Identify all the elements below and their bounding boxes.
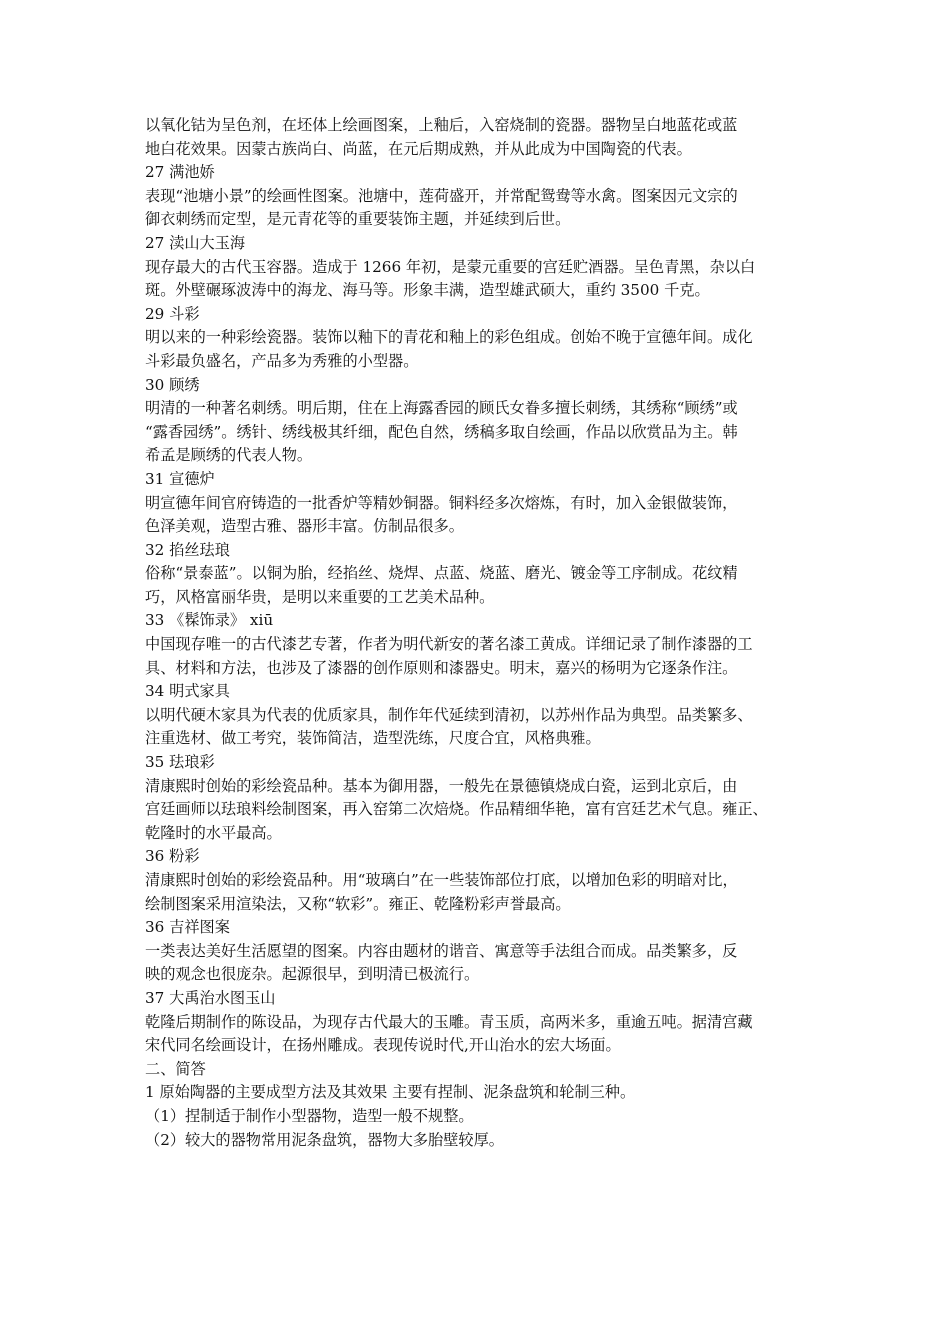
entry-heading: 34 明式家具	[145, 682, 230, 701]
text-line: 色泽美观，造型古雅、器形丰富。仿制品很多。	[145, 517, 464, 536]
text-line: 御衣刺绣而定型，是元青花等的重要装饰主题，并延续到后世。	[145, 210, 571, 229]
entry-heading: 37 大禹治水图玉山	[145, 988, 276, 1007]
text-line: 以明代硬木家具为代表的优质家具，制作年代延续到清初，以苏州作品为典型。品类繁多、	[145, 705, 753, 724]
answer-line: （2）较大的器物常用泥条盘筑，器物大多胎壁较厚。	[145, 1130, 504, 1149]
text-line: 中国现存唯一的古代漆艺专著，作者为明代新安的著名漆工黄成。详细记录了制作漆器的工	[145, 635, 753, 654]
question-line: 1 原始陶器的主要成型方法及其效果 主要有捏制、泥条盘筑和轮制三种。	[145, 1083, 636, 1102]
text-line: 清康熙时创始的彩绘瓷品种。基本为御用器，一般先在景德镇烧成白瓷，运到北京后，由	[145, 776, 738, 795]
text-line: 以氧化钴为呈色剂，在坯体上绘画图案，上釉后，入窑烧制的瓷器。器物呈白地蓝花或蓝	[145, 116, 738, 134]
document-page	[145, 114, 810, 1152]
text-line: 地白花效果。因蒙古族尚白、尚蓝，在元后期成熟，并从此成为中国陶瓷的代表。	[145, 139, 692, 158]
answer-line: （1）捏制适于制作小型器物，造型一般不规整。	[145, 1106, 474, 1125]
text-line: 现存最大的古代玉容器。造成于 1266 年初，是蒙元重要的宫廷贮酒器。呈色青黑，杂以白	[145, 257, 756, 276]
entry-heading: 27 满池娇	[145, 163, 215, 182]
section-heading: 二、简答	[145, 1059, 206, 1078]
text-line: 乾隆时的水平最高。	[145, 823, 282, 842]
text-line: 映的观念也很庞杂。起源很早，到明清已极流行。	[145, 965, 480, 984]
text-line: “露香园绣”。绣针、绣线极其纤细，配色自然，绣稿多取自绘画，作品以欣赏品为主。韩	[145, 422, 738, 441]
entry-heading: 27 渎山大玉海	[145, 233, 246, 252]
text-line: 宋代同名绘画设计，在扬州雕成。表现传说时代,开山治水的宏大场面。	[145, 1036, 621, 1055]
entry-heading: 35 珐琅彩	[145, 753, 215, 772]
text-line: 明以来的一种彩绘瓷器。装饰以釉下的青花和釉上的彩色组成。创始不晚于宣德年间。成化	[145, 328, 753, 347]
text-line: 表现“池塘小景”的绘画性图案。池塘中，莲荷盛开，并常配鸳鸯等水禽。图案因元文宗的	[145, 186, 738, 205]
text-line: 俗称“景泰蓝”。以铜为胎，经掐丝、烧焊、点蓝、烧蓝、磨光、镀金等工序制成。花纹精	[145, 564, 738, 583]
text-line: 一类表达美好生活愿望的图案。内容由题材的谐音、寓意等手法组合而成。品类繁多，反	[145, 941, 738, 960]
text-line: 希孟是顾绣的代表人物。	[145, 446, 313, 465]
entry-heading: 32 掐丝珐琅	[145, 540, 230, 559]
entry-heading: 36 粉彩	[145, 847, 200, 866]
entry-heading: 36 吉祥图案	[145, 918, 230, 937]
entry-heading: 33 《髹饰录》 xiū	[145, 611, 274, 630]
entry-heading: 31 宣德炉	[145, 469, 215, 488]
text-line: 明宣德年间官府铸造的一批香炉等精妙铜器。铜料经多次熔炼，有时，加入金银做装饰，	[145, 493, 738, 512]
text-line: 巧，风格富丽华贵，是明以来重要的工艺美术品种。	[145, 587, 495, 606]
text-line: 斗彩最负盛名，产品多为秀雅的小型器。	[145, 351, 419, 370]
text-line: 清康熙时创始的彩绘瓷品种。用“玻璃白”在一些装饰部位打底，以增加色彩的明暗对比，	[145, 871, 738, 889]
text-line: 注重选材、做工考究，装饰简洁，造型洗练，尺度合宜，风格典雅。	[145, 729, 601, 748]
entry-heading: 30 顾绣	[145, 375, 200, 394]
text-line: 明清的一种著名刺绣。明后期，住在上海露香园的顾氏女眷多擅长刺绣，其绣称“顾绣”或	[145, 399, 738, 418]
text-line: 具、材料和方法，也涉及了漆器的创作原则和漆器史。明末，嘉兴的杨明为它逐条作注。	[145, 658, 738, 677]
text-line: 宫廷画师以珐琅料绘制图案，再入窑第二次焙烧。作品精细华艳，富有宫廷艺术气息。雍正、	[145, 800, 768, 819]
text-line: 绘制图案采用渲染法，又称“软彩”。雍正、乾隆粉彩声誉最高。	[145, 894, 571, 913]
text-line: 乾隆后期制作的陈设品，为现存古代最大的玉雕。青玉质，高两米多，重逾五吨。据清宫藏	[145, 1012, 753, 1031]
text-line: 斑。外壁碾琢波涛中的海龙、海马等。形象丰满，造型雄武硕大，重约 3500 千克。	[145, 281, 710, 300]
entry-heading: 29 斗彩	[145, 304, 200, 323]
